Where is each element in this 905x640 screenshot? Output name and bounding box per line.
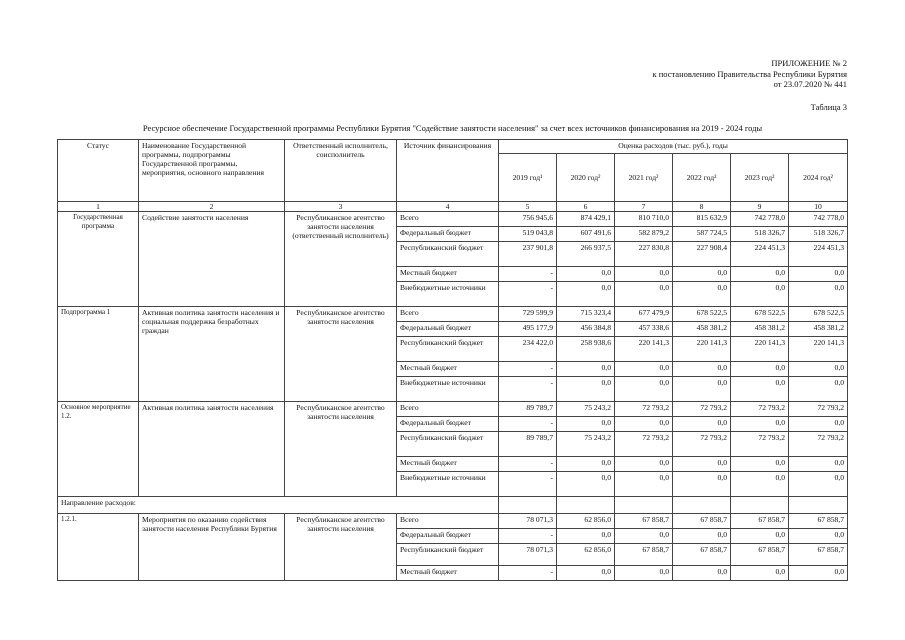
row-value: 72 793,2 — [731, 402, 789, 417]
row-value: 72 793,2 — [789, 402, 848, 417]
row-value: - — [499, 566, 557, 581]
row-value: 458 381,2 — [731, 322, 789, 337]
row-value: 0,0 — [673, 282, 731, 307]
column-number: 5 — [499, 202, 557, 212]
row-value: 0,0 — [615, 566, 673, 581]
column-number: 2 — [139, 202, 285, 212]
row-value: 0,0 — [557, 377, 615, 402]
column-number: 1 — [58, 202, 139, 212]
col-header-name: Наименование Государственной программы, подпрограммы Государственной программы, мероприятия, основного направления — [139, 140, 285, 202]
empty-cell — [615, 497, 673, 514]
row-value: 457 338,6 — [615, 322, 673, 337]
row-value: 0,0 — [789, 417, 848, 432]
row-value: 678 522,5 — [731, 307, 789, 322]
year-header: 2023 год² — [731, 154, 789, 202]
empty-cell — [673, 497, 731, 514]
row-value: 0,0 — [557, 566, 615, 581]
row-value: 742 778,0 — [731, 212, 789, 227]
row-value: 224 451,3 — [731, 242, 789, 267]
row-funding-source: Местный бюджет — [397, 457, 499, 472]
row-value: 67 858,7 — [789, 514, 848, 529]
row-value: - — [499, 282, 557, 307]
row-value: 0,0 — [557, 362, 615, 377]
col-header-executor: Ответственный исполнитель, соисполнитель — [285, 140, 397, 202]
row-value: 0,0 — [615, 362, 673, 377]
row-value: 67 858,7 — [789, 544, 848, 566]
row-value: 0,0 — [789, 457, 848, 472]
row-value: 75 243,2 — [557, 432, 615, 457]
row-value: 742 778,0 — [789, 212, 848, 227]
row-value: 72 793,2 — [673, 432, 731, 457]
row-value: 519 043,8 — [499, 227, 557, 242]
row-value: - — [499, 377, 557, 402]
row-funding-source: Республиканский бюджет — [397, 432, 499, 457]
year-header: 2021 год² — [615, 154, 673, 202]
table-label: Таблица 3 — [810, 102, 847, 112]
row-program-name: Мероприятия по оказанию содействия занятости населения Республики Бурятия — [139, 514, 285, 581]
row-value: 0,0 — [673, 566, 731, 581]
row-value: 0,0 — [789, 267, 848, 282]
row-value: 0,0 — [731, 566, 789, 581]
column-number: 10 — [789, 202, 848, 212]
section-row — [58, 497, 848, 514]
row-value: 587 724,5 — [673, 227, 731, 242]
row-funding-source: Внебюджетные источники — [397, 282, 499, 307]
column-number: 4 — [397, 202, 499, 212]
row-value: 0,0 — [673, 417, 731, 432]
row-value: 0,0 — [789, 282, 848, 307]
row-value: 607 491,6 — [557, 227, 615, 242]
row-value: 89 789,7 — [499, 402, 557, 417]
row-funding-source: Внебюджетные источники — [397, 472, 499, 497]
table-title: Ресурсное обеспечение Государственной программы Республики Бурятия "Содействие занятости населения" за счет всех источников финансирования на 2019 - 2024 годы — [142, 123, 763, 133]
row-value: 72 793,2 — [615, 402, 673, 417]
empty-cell — [789, 497, 848, 514]
row-value: 518 326,7 — [731, 227, 789, 242]
row-value: 72 793,2 — [673, 402, 731, 417]
row-program-name: Активная политика занятости населения — [139, 402, 285, 497]
column-number: 9 — [731, 202, 789, 212]
row-value: 729 599,9 — [499, 307, 557, 322]
row-value: 495 177,9 — [499, 322, 557, 337]
row-value: 756 945,6 — [499, 212, 557, 227]
row-funding-source: Всего — [397, 514, 499, 529]
section-label: Направление расходов: — [58, 497, 499, 514]
row-funding-source: Федеральный бюджет — [397, 417, 499, 432]
row-value: 458 381,2 — [673, 322, 731, 337]
row-funding-source: Местный бюджет — [397, 267, 499, 282]
decree-reference: к постановлению Правительства Республики Бурятия — [652, 68, 847, 79]
resource-table — [57, 139, 848, 581]
row-value: 0,0 — [615, 377, 673, 402]
column-number: 6 — [557, 202, 615, 212]
row-value: 0,0 — [673, 457, 731, 472]
row-executor: Республиканское агентство занятости населения — [285, 514, 397, 581]
row-funding-source: Федеральный бюджет — [397, 529, 499, 544]
row-program-name: Активная политика занятости населения и социальная поддержка безработных граждан — [139, 307, 285, 402]
row-value: 72 793,2 — [731, 432, 789, 457]
row-value: 220 141,3 — [673, 337, 731, 362]
row-value: - — [499, 267, 557, 282]
row-value: 0,0 — [557, 267, 615, 282]
year-header: 2024 год² — [789, 154, 848, 202]
row-program-name: Содействие занятости населения — [139, 212, 285, 307]
row-value: 0,0 — [615, 529, 673, 544]
row-value: 715 323,4 — [557, 307, 615, 322]
empty-cell — [731, 497, 789, 514]
row-value: - — [499, 457, 557, 472]
row-value: 0,0 — [557, 529, 615, 544]
row-value: 0,0 — [789, 377, 848, 402]
row-value: 227 830,8 — [615, 242, 673, 267]
row-status: Государственная программа — [58, 212, 139, 307]
row-value: 78 071,3 — [499, 544, 557, 566]
column-number: 8 — [673, 202, 731, 212]
row-funding-source: Федеральный бюджет — [397, 227, 499, 242]
row-value: 0,0 — [557, 417, 615, 432]
row-value: 220 141,3 — [731, 337, 789, 362]
row-funding-source: Всего — [397, 402, 499, 417]
year-header: 2022 год² — [673, 154, 731, 202]
row-value: 62 856,0 — [557, 544, 615, 566]
row-value: 0,0 — [789, 529, 848, 544]
row-value: 0,0 — [673, 362, 731, 377]
row-value: 75 243,2 — [557, 402, 615, 417]
row-funding-source: Республиканский бюджет — [397, 242, 499, 267]
row-funding-source: Республиканский бюджет — [397, 337, 499, 362]
row-value: 0,0 — [789, 362, 848, 377]
row-value: 678 522,5 — [673, 307, 731, 322]
row-value: 89 789,7 — [499, 432, 557, 457]
year-header: 2020 год² — [557, 154, 615, 202]
col-header-source: Источник финансирования — [397, 140, 499, 202]
row-value: 0,0 — [731, 529, 789, 544]
row-value: 0,0 — [673, 529, 731, 544]
col-header-estimate: Оценка расходов (тыс. руб.), годы — [499, 140, 848, 154]
row-value: 874 429,1 — [557, 212, 615, 227]
row-executor: Республиканское агентство занятости населения (ответственный исполнитель) — [285, 212, 397, 307]
row-funding-source: Всего — [397, 212, 499, 227]
column-number: 3 — [285, 202, 397, 212]
row-value: - — [499, 417, 557, 432]
year-header: 2019 год¹ — [499, 154, 557, 202]
row-value: 67 858,7 — [615, 514, 673, 529]
row-value: 0,0 — [615, 282, 673, 307]
row-value: 234 422,0 — [499, 337, 557, 362]
row-value: - — [499, 472, 557, 497]
row-status: Основное мероприятие 1.2. — [58, 402, 139, 497]
row-value: 266 937,5 — [557, 242, 615, 267]
row-value: 237 901,8 — [499, 242, 557, 267]
row-funding-source: Внебюджетные источники — [397, 377, 499, 402]
col-header-status: Статус — [58, 140, 139, 202]
row-value: 0,0 — [789, 472, 848, 497]
table-row — [58, 212, 848, 227]
row-value: - — [499, 529, 557, 544]
row-value: 220 141,3 — [615, 337, 673, 362]
appendix-label: ПРИЛОЖЕНИЕ № 2 — [771, 58, 847, 68]
row-value: 220 141,3 — [789, 337, 848, 362]
row-value: 0,0 — [615, 457, 673, 472]
row-funding-source: Всего — [397, 307, 499, 322]
document-header — [652, 58, 847, 90]
row-value: 0,0 — [557, 457, 615, 472]
row-value: 224 451,3 — [789, 242, 848, 267]
row-value: 67 858,7 — [731, 544, 789, 566]
row-value: 72 793,2 — [789, 432, 848, 457]
row-value: 62 856,0 — [557, 514, 615, 529]
row-value: 456 384,8 — [557, 322, 615, 337]
row-funding-source: Местный бюджет — [397, 566, 499, 581]
row-value: 0,0 — [673, 472, 731, 497]
table-row — [58, 402, 848, 417]
row-value: 258 938,6 — [557, 337, 615, 362]
row-value: 0,0 — [731, 377, 789, 402]
row-value: 0,0 — [615, 417, 673, 432]
row-value: 678 522,5 — [789, 307, 848, 322]
row-value: 67 858,7 — [673, 514, 731, 529]
decree-date: от 23.07.2020 № 441 — [773, 79, 847, 89]
row-value: 67 858,7 — [673, 544, 731, 566]
row-value: 0,0 — [731, 362, 789, 377]
row-value: 677 479,9 — [615, 307, 673, 322]
row-value: 810 710,0 — [615, 212, 673, 227]
table-row — [58, 514, 848, 529]
row-value: 458 381,2 — [789, 322, 848, 337]
row-value: 0,0 — [789, 566, 848, 581]
row-value: 0,0 — [673, 377, 731, 402]
row-value: 0,0 — [731, 282, 789, 307]
row-value: 0,0 — [557, 282, 615, 307]
row-funding-source: Республиканский бюджет — [397, 544, 499, 566]
row-funding-source: Федеральный бюджет — [397, 322, 499, 337]
column-number: 7 — [615, 202, 673, 212]
row-executor: Республиканское агентство занятости населения — [285, 307, 397, 402]
row-value: 0,0 — [673, 267, 731, 282]
row-value: 78 071,3 — [499, 514, 557, 529]
row-value: 67 858,7 — [615, 544, 673, 566]
row-value: 0,0 — [615, 267, 673, 282]
row-value: 227 908,4 — [673, 242, 731, 267]
row-value: 0,0 — [731, 472, 789, 497]
row-value: 815 632,9 — [673, 212, 731, 227]
row-value: 67 858,7 — [731, 514, 789, 529]
row-status: Подпрограмма 1 — [58, 307, 139, 402]
row-value: 72 793,2 — [615, 432, 673, 457]
empty-cell — [557, 497, 615, 514]
row-value: 0,0 — [731, 267, 789, 282]
row-value: - — [499, 362, 557, 377]
row-value: 0,0 — [731, 417, 789, 432]
row-value: 0,0 — [557, 472, 615, 497]
column-number-row — [58, 202, 848, 212]
row-value: 0,0 — [731, 457, 789, 472]
row-funding-source: Местный бюджет — [397, 362, 499, 377]
row-value: 582 879,2 — [615, 227, 673, 242]
table-row — [58, 307, 848, 322]
empty-cell — [499, 497, 557, 514]
row-value: 0,0 — [615, 472, 673, 497]
row-status: 1.2.1. — [58, 514, 139, 581]
row-value: 518 326,7 — [789, 227, 848, 242]
row-executor: Республиканское агентство занятости населения — [285, 402, 397, 497]
